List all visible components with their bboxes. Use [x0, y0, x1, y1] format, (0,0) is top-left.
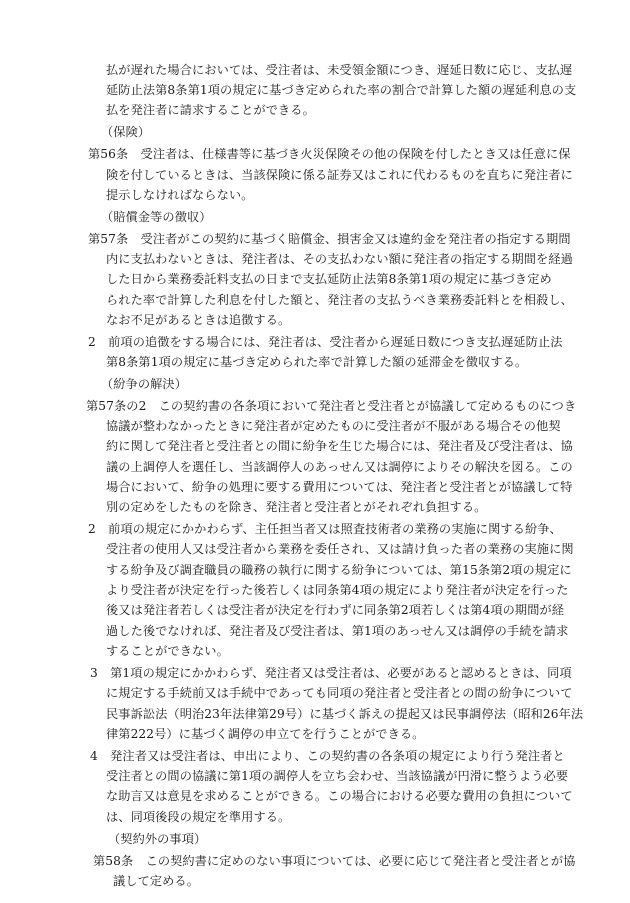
text-line: 後又は発注者若しくは受注者が決定を行わずに同条第2項若しくは第4項の期間が経 — [106, 603, 565, 617]
article-line: 第58条 この契約書に定めのない事項については、必要に応じて発注者と受注者とが協 — [93, 854, 576, 868]
text-line: 議して定める。 — [113, 874, 200, 888]
text-line: 払を発注者に請求することができる。 — [106, 103, 315, 117]
text-line: 別の定めをしたものを除き、発注者と受注者とがそれぞれ負担する。 — [106, 500, 487, 514]
text-line: することができない。 — [106, 644, 229, 658]
text-line: 過した後でなければ、発注者及び受注者は、第1項のあっせん又は調停の手続を請求 — [106, 624, 569, 638]
text-line: は、同項後段の規定を準用する。 — [106, 810, 291, 824]
paragraph-line: 4 発注者又は受注者は、申出により、この契約書の各条項の規定により行う発注者と — [90, 749, 565, 763]
section-heading: （賠償金等の徴収） — [101, 210, 212, 224]
article-line: 第56条 受注者は、仕様書等に基づき火災保険その他の保険を付したとき又は任意に保 — [88, 147, 571, 161]
section-heading: （保険） — [101, 125, 151, 139]
text-line: なお不足があるときは追徴する。 — [106, 313, 291, 327]
paragraph-line: 2 前項の規定にかかわらず、主任担当者又は照査技術者の業務の実施に関する紛争、 — [88, 522, 562, 536]
text-line: 協議が整わなかったときに発注者が定めたものに受注者が不服がある場合その他契 — [106, 419, 561, 433]
text-line: より受注者が決定を行った後若しくは同条第4項の規定により発注者が決定を行った — [106, 583, 569, 597]
text-line: な助言又は意見を求めることができる。この場合における必要な費用の負担について — [106, 789, 573, 803]
text-line: 議の上調停人を選任し、当該調停人のあっせん又は調停によりその解決を図る。この — [106, 460, 573, 474]
text-line: 民事訴訟法（明治23年法律第29号）に基づく訴えの提起又は民事調停法（昭和26年法 — [106, 707, 584, 721]
text-line: 払が遅れた場合においては、受注者は、未受領金額につき、遅延日数に応じ、支払遅 — [106, 63, 573, 77]
text-line: 内に支払わないときは、発注者は、その支払わない額に発注者の指定する期間を経過 — [106, 252, 573, 266]
section-heading: （契約外の事項） — [108, 832, 207, 846]
text-line: 約に関して発注者と受注者との間に紛争を生じた場合には、発注者及び受注者は、協 — [106, 439, 573, 453]
text-line: 受注者の使用人又は受注者から業務を委任され、又は請け負った者の業務の実施に関 — [106, 542, 574, 556]
text-line: 提示しなければならない。 — [106, 188, 254, 202]
text-line: 延防止法第8条第1項の規定に基づき定められた率の割合で計算した額の遅延利息の支 — [106, 83, 577, 97]
text-line: する紛争及び調査職員の職務の執行に関する紛争については、第15条第2項の規定に — [106, 563, 572, 577]
paragraph-line: 2 前項の追徴をする場合には、発注者は、受注者から遅延日数につき支払遅延防止法 — [88, 335, 563, 349]
article-line: 第57条の2 この契約書の各条項において発注者と受注者とが協議して定めるものにつき — [86, 399, 577, 413]
text-line: 律第222号）に基づく調停の申立てを行うことができる。 — [106, 727, 425, 741]
section-heading: （紛争の解決） — [101, 377, 188, 391]
text-line: 受注者との間の協議に第1項の調停人を立ち会わせ、当該協議が円滑に整うよう必要 — [106, 769, 569, 783]
text-line: 険を付しているときは、当該保険に係る証券又はこれに代わるものを直ちに発注者に — [106, 168, 573, 182]
text-line: に規定する手続前又は手続中であっても同項の発注者と受注者との間の紛争について — [106, 686, 573, 700]
text-line: した日から業務委託料支払の日まで支払延防止法第8条第1項の規定に基づき定め — [106, 272, 552, 286]
text-line: られた率で計算した利息を付した額と、発注者の支払うべき業務委託料とを相殺し、 — [106, 293, 573, 307]
text-line: 場合において、紛争の処理に要する費用については、発注者と受注者とが協議して特 — [106, 480, 573, 494]
article-line: 第57条 受注者がこの契約に基づく賠償金、損害金又は違約金を発注者の指定する期間 — [88, 232, 571, 246]
text-line: 第8条第1項の規定に基づき定められた率で計算した額の延滞金を徴収する。 — [106, 355, 528, 369]
paragraph-line: 3 第1項の規定にかかわらず、発注者又は受注者は、必要があると認めるときは、同項 — [90, 666, 572, 680]
